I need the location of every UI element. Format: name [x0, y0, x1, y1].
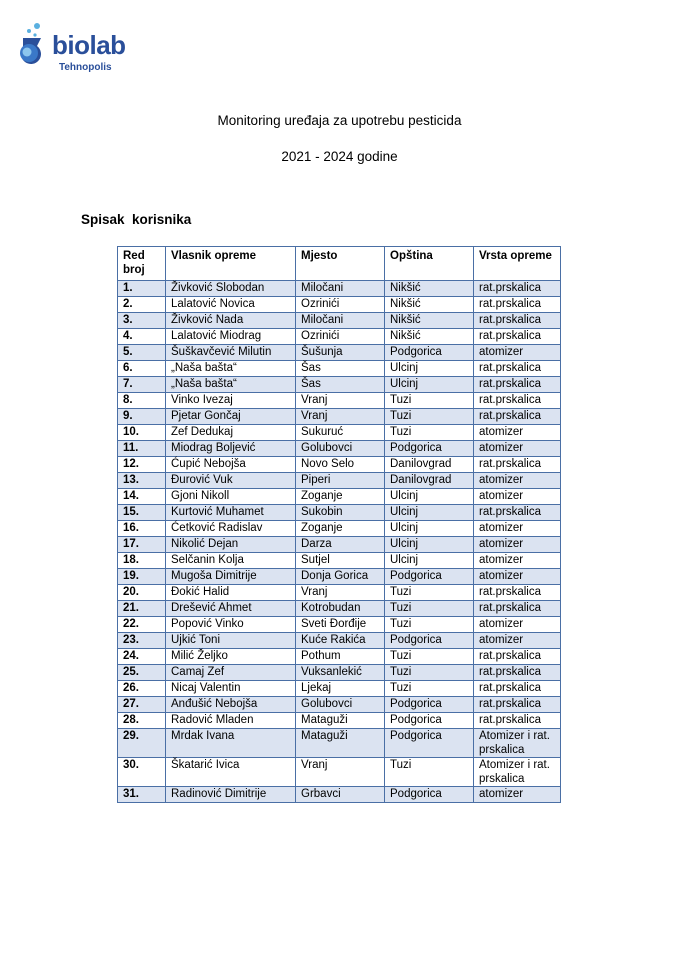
table-row [118, 665, 561, 681]
municipality-cell: Tuzi [385, 425, 474, 441]
row-number: 4. [118, 329, 166, 345]
row-number: 5. [118, 345, 166, 361]
row-number: 22. [118, 617, 166, 633]
header-mjesto: Mjesto [296, 247, 385, 281]
owner-cell: Mrdak Ivana [166, 729, 296, 758]
equipment-cell: rat.prskalica [474, 393, 561, 409]
equipment-cell: Atomizer i rat. prskalica [474, 729, 561, 758]
table-row [118, 313, 561, 329]
table-row [118, 521, 561, 537]
section-heading: Spisak korisnika [81, 212, 192, 227]
municipality-cell: Podgorica [385, 729, 474, 758]
owner-cell: Lalatović Novica [166, 297, 296, 313]
equipment-cell: rat.prskalica [474, 329, 561, 345]
row-number: 6. [118, 361, 166, 377]
municipality-cell: Tuzi [385, 601, 474, 617]
owner-cell: Mugoša Dimitrije [166, 569, 296, 585]
owner-cell: Đokić Halid [166, 585, 296, 601]
table-row [118, 473, 561, 489]
place-cell: Miločani [296, 281, 385, 297]
table-row [118, 681, 561, 697]
municipality-cell: Podgorica [385, 713, 474, 729]
document-title: Monitoring uređaja za upotrebu pesticida [217, 113, 462, 128]
table-row [118, 633, 561, 649]
biolab-logo [14, 16, 154, 72]
place-cell: Golubovci [296, 441, 385, 457]
place-cell: Sutjel [296, 553, 385, 569]
table-row [118, 505, 561, 521]
row-number: 20. [118, 585, 166, 601]
place-cell: Donja Gorica [296, 569, 385, 585]
equipment-cell: rat.prskalica [474, 505, 561, 521]
equipment-cell: atomizer [474, 521, 561, 537]
place-cell: Novo Selo [296, 457, 385, 473]
equipment-cell: rat.prskalica [474, 665, 561, 681]
row-number: 2. [118, 297, 166, 313]
place-cell: Ljekaj [296, 681, 385, 697]
row-number: 9. [118, 409, 166, 425]
owner-cell: „Naša bašta“ [166, 361, 296, 377]
owner-cell: Ćupić Nebojša [166, 457, 296, 473]
row-number: 3. [118, 313, 166, 329]
equipment-cell: rat.prskalica [474, 377, 561, 393]
owner-cell: Kurtović Muhamet [166, 505, 296, 521]
owner-cell: Miodrag Boljević [166, 441, 296, 457]
equipment-cell: rat.prskalica [474, 457, 561, 473]
place-cell: Golubovci [296, 697, 385, 713]
owner-cell: Ćetković Radislav [166, 521, 296, 537]
table-row [118, 281, 561, 297]
equipment-cell: rat.prskalica [474, 313, 561, 329]
owner-cell: Ujkić Toni [166, 633, 296, 649]
place-cell: Sukobin [296, 505, 385, 521]
municipality-cell: Tuzi [385, 681, 474, 697]
owner-cell: Anđušić Nebojša [166, 697, 296, 713]
place-cell: Vranj [296, 758, 385, 787]
table-row [118, 329, 561, 345]
place-cell: Šušunja [296, 345, 385, 361]
owner-cell: Vinko Ivezaj [166, 393, 296, 409]
equipment-cell: atomizer [474, 473, 561, 489]
row-number: 30. [118, 758, 166, 787]
place-cell: Ozrinići [296, 329, 385, 345]
equipment-cell: atomizer [474, 537, 561, 553]
place-cell: Zoganje [296, 521, 385, 537]
place-cell: Grbavci [296, 787, 385, 803]
table-row [118, 393, 561, 409]
table-row [118, 758, 561, 787]
municipality-cell: Tuzi [385, 649, 474, 665]
table-row [118, 649, 561, 665]
row-number: 17. [118, 537, 166, 553]
table-row [118, 585, 561, 601]
municipality-cell: Tuzi [385, 665, 474, 681]
place-cell: Vranj [296, 393, 385, 409]
owner-cell: Zef Dedukaj [166, 425, 296, 441]
municipality-cell: Nikšić [385, 313, 474, 329]
table-row [118, 729, 561, 758]
table-header-row [118, 247, 561, 281]
table-row [118, 489, 561, 505]
equipment-cell: rat.prskalica [474, 601, 561, 617]
table-row [118, 713, 561, 729]
logo-text: biolab [52, 30, 126, 60]
owner-cell: Đurović Vuk [166, 473, 296, 489]
table-row [118, 297, 561, 313]
municipality-cell: Ulcinj [385, 537, 474, 553]
municipality-cell: Ulcinj [385, 489, 474, 505]
place-cell: Vuksanlekić [296, 665, 385, 681]
equipment-cell: atomizer [474, 569, 561, 585]
municipality-cell: Nikšić [385, 329, 474, 345]
place-cell: Mataguži [296, 713, 385, 729]
row-number: 13. [118, 473, 166, 489]
table-row [118, 787, 561, 803]
equipment-cell: rat.prskalica [474, 713, 561, 729]
place-cell: Šas [296, 377, 385, 393]
place-cell: Ozrinići [296, 297, 385, 313]
equipment-cell: rat.prskalica [474, 649, 561, 665]
place-cell: Šas [296, 361, 385, 377]
municipality-cell: Tuzi [385, 617, 474, 633]
equipment-cell: rat.prskalica [474, 297, 561, 313]
table-row [118, 409, 561, 425]
municipality-cell: Danilovgrad [385, 457, 474, 473]
owner-cell: Škatarić Ivica [166, 758, 296, 787]
owner-cell: Radinović Dimitrije [166, 787, 296, 803]
municipality-cell: Ulcinj [385, 505, 474, 521]
municipality-cell: Tuzi [385, 409, 474, 425]
row-number: 21. [118, 601, 166, 617]
table-row [118, 441, 561, 457]
equipment-cell: atomizer [474, 345, 561, 361]
municipality-cell: Ulcinj [385, 377, 474, 393]
table-row [118, 697, 561, 713]
municipality-cell: Tuzi [385, 758, 474, 787]
flask-icon [14, 22, 52, 66]
row-number: 25. [118, 665, 166, 681]
table-row [118, 569, 561, 585]
owner-cell: Lalatović Miodrag [166, 329, 296, 345]
row-number: 23. [118, 633, 166, 649]
row-number: 19. [118, 569, 166, 585]
row-number: 8. [118, 393, 166, 409]
row-number: 27. [118, 697, 166, 713]
equipment-cell: rat.prskalica [474, 681, 561, 697]
row-number: 14. [118, 489, 166, 505]
owner-cell: Gjoni Nikoll [166, 489, 296, 505]
table-row [118, 617, 561, 633]
municipality-cell: Tuzi [385, 393, 474, 409]
table-row [118, 377, 561, 393]
municipality-cell: Tuzi [385, 585, 474, 601]
municipality-cell: Ulcinj [385, 361, 474, 377]
equipment-cell: atomizer [474, 617, 561, 633]
place-cell: Kuće Rakića [296, 633, 385, 649]
equipment-cell: Atomizer i rat. prskalica [474, 758, 561, 787]
equipment-cell: rat.prskalica [474, 361, 561, 377]
users-table [117, 246, 561, 803]
row-number: 1. [118, 281, 166, 297]
document-subtitle: 2021 - 2024 godine [281, 149, 398, 164]
row-number: 16. [118, 521, 166, 537]
table-row [118, 361, 561, 377]
owner-cell: Radović Mladen [166, 713, 296, 729]
equipment-cell: rat.prskalica [474, 281, 561, 297]
municipality-cell: Nikšić [385, 281, 474, 297]
place-cell: Sukuruć [296, 425, 385, 441]
owner-cell: Selčanin Kolja [166, 553, 296, 569]
municipality-cell: Podgorica [385, 441, 474, 457]
logo-subtitle: Tehnopolis [59, 62, 112, 73]
owner-cell: Camaj Zef [166, 665, 296, 681]
equipment-cell: atomizer [474, 553, 561, 569]
row-number: 31. [118, 787, 166, 803]
row-number: 7. [118, 377, 166, 393]
place-cell: Kotrobudan [296, 601, 385, 617]
owner-cell: Živković Slobodan [166, 281, 296, 297]
municipality-cell: Podgorica [385, 787, 474, 803]
equipment-cell: atomizer [474, 633, 561, 649]
owner-cell: Milić Željko [166, 649, 296, 665]
municipality-cell: Danilovgrad [385, 473, 474, 489]
row-number: 11. [118, 441, 166, 457]
row-number: 29. [118, 729, 166, 758]
equipment-cell: atomizer [474, 441, 561, 457]
owner-cell: Nikolić Dejan [166, 537, 296, 553]
table-row [118, 601, 561, 617]
place-cell: Sveti Đorđije [296, 617, 385, 633]
municipality-cell: Ulcinj [385, 521, 474, 537]
equipment-cell: atomizer [474, 425, 561, 441]
owner-cell: Šuškavčević Milutin [166, 345, 296, 361]
municipality-cell: Ulcinj [385, 553, 474, 569]
place-cell: Zoganje [296, 489, 385, 505]
place-cell: Piperi [296, 473, 385, 489]
row-number: 24. [118, 649, 166, 665]
table-row [118, 553, 561, 569]
place-cell: Pothum [296, 649, 385, 665]
owner-cell: Drešević Ahmet [166, 601, 296, 617]
municipality-cell: Podgorica [385, 345, 474, 361]
header-opstina: Opština [385, 247, 474, 281]
row-number: 15. [118, 505, 166, 521]
row-number: 26. [118, 681, 166, 697]
owner-cell: Nicaj Valentin [166, 681, 296, 697]
equipment-cell: rat.prskalica [474, 409, 561, 425]
equipment-cell: rat.prskalica [474, 585, 561, 601]
owner-cell: Pjetar Gončaj [166, 409, 296, 425]
equipment-cell: atomizer [474, 489, 561, 505]
table-row [118, 457, 561, 473]
place-cell: Mataguži [296, 729, 385, 758]
table-row [118, 537, 561, 553]
equipment-cell: atomizer [474, 787, 561, 803]
equipment-cell: rat.prskalica [474, 697, 561, 713]
municipality-cell: Nikšić [385, 297, 474, 313]
table-row [118, 425, 561, 441]
header-vrsta: Vrsta opreme [474, 247, 561, 281]
place-cell: Miločani [296, 313, 385, 329]
owner-cell: „Naša bašta“ [166, 377, 296, 393]
owner-cell: Popović Vinko [166, 617, 296, 633]
owner-cell: Živković Nada [166, 313, 296, 329]
header-vlasnik: Vlasnik opreme [166, 247, 296, 281]
municipality-cell: Podgorica [385, 697, 474, 713]
row-number: 18. [118, 553, 166, 569]
table-row [118, 345, 561, 361]
place-cell: Vranj [296, 585, 385, 601]
place-cell: Vranj [296, 409, 385, 425]
row-number: 10. [118, 425, 166, 441]
municipality-cell: Podgorica [385, 633, 474, 649]
place-cell: Darza [296, 537, 385, 553]
row-number: 12. [118, 457, 166, 473]
row-number: 28. [118, 713, 166, 729]
header-red-broj: Red broj [118, 247, 166, 281]
municipality-cell: Podgorica [385, 569, 474, 585]
